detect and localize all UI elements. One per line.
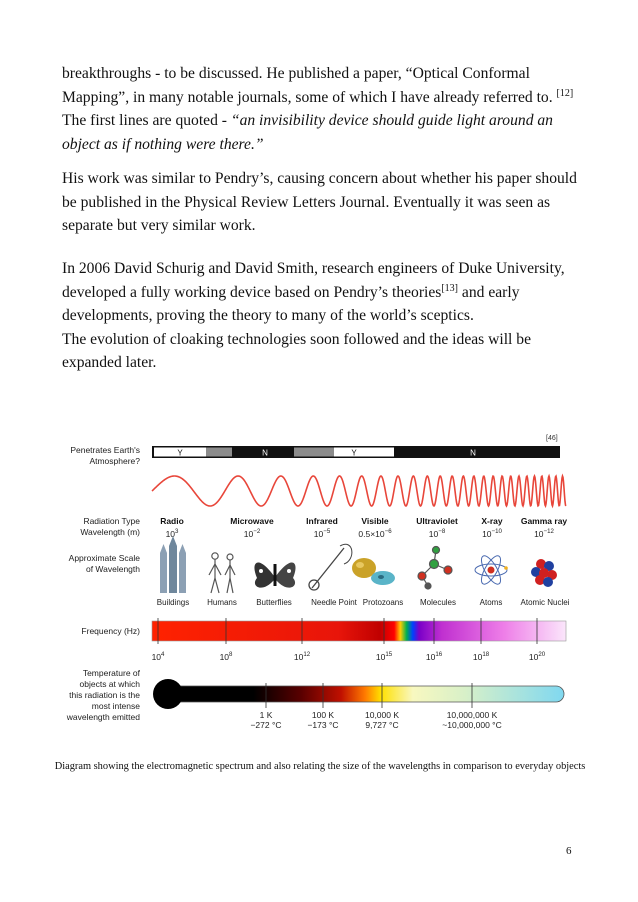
band-wavelength: $10^{-2}$ [243,528,261,539]
nucleus-icon [531,559,557,587]
atmosphere-microwave-no: N [262,448,268,458]
frequency-tick-label: $10^{16}$ [425,651,443,662]
scale-object-name: Atoms [479,598,503,607]
temperature-bar [153,679,564,709]
frequency-tick-label: $10^4$ [151,651,165,662]
penetrates-label-line2: Atmosphere? [89,456,140,466]
scale-object-labels [157,598,570,607]
paragraph-optical-mapping [62,62,592,156]
citation-ref: [13] [441,282,459,294]
paragraph-text: The first lines are quoted - [62,112,227,129]
paragraph-text: and early developments, proving the theory to many of the world’s sceptics. [62,283,520,324]
temperature-celsius: ~10,000,000 °C [442,720,502,730]
em-spectrum-diagram [44,428,594,758]
band-labels [160,516,567,539]
em-wave-curve [152,476,566,506]
temperature-celsius: 9,727 °C [365,720,399,730]
temperature-label-line1: Temperature of [82,668,140,678]
atmosphere-bar [152,446,560,458]
radiation-type-label: Radiation Type [83,516,140,526]
atom-icon [475,553,508,587]
approx-scale-label-line1: Approximate Scale [68,553,140,563]
temperature-label-line3: this radiation is the [69,690,140,700]
band-wavelength: $10^{-5}$ [313,528,331,539]
frequency-tick-label: $10^{15}$ [375,651,393,662]
scale-object-name: Buildings [156,598,190,607]
scale-object-name: Humans [207,598,237,607]
temperature-celsius: −173 °C [307,720,339,730]
figure-caption: Diagram showing the electromagnetic spectrum and also relating the size of the wavelengths in comparison to everyday objects [54,761,586,772]
paragraph-text: In 2006 David Schurig and David Smith, research engineers of Duke University, developed a fully working device based on Pendry’s theories [62,260,565,301]
buildings-icon [160,536,186,593]
band-name: Radio [160,516,184,526]
band-name: Gamma ray [520,516,568,526]
temperature-label-line5: wavelength emitted [66,712,140,722]
temperature-kelvin: 10,000,000 K [446,710,498,720]
atmosphere-radio-yes: Y [177,448,183,458]
band-wavelength: $0.5\times 10^{-6}$ [358,528,392,539]
paragraph-pendry-similarity: His work was similar to Pendry’s, causing concern about whether his paper should be published in the Physical Review Letters Journal. Eventually it was seen as separate but very similar work. [62,170,577,234]
atmosphere-segment-grey [206,448,232,457]
paragraph-text: The evolution of cloaking technologies soon followed and the ideas will be expanded later. [62,330,532,371]
frequency-tick-label: $10^{12}$ [293,651,311,662]
band-wavelength: $10^{-12}$ [534,528,554,539]
scale-object-name: Butterflies [256,598,292,607]
paragraph-text: breakthroughs - to be discussed. He published a paper, “Optical Conformal Mapping”, in many notable journals, some of which I have already referred to. [62,65,553,106]
band-name: Microwave [230,516,274,526]
temperature-label-line2: objects at which [79,679,140,689]
atmosphere-uv-no: N [470,448,476,458]
atmosphere-segment-grey [294,448,334,457]
band-wavelength: $10^3$ [165,528,179,539]
humans-icon [209,553,235,593]
page-number: 6 [566,845,572,857]
frequency-tick-label: $10^{20}$ [528,651,546,662]
protozoan-icon [352,558,395,585]
frequency-tick-label: $10^{18}$ [472,651,490,662]
temperature-kelvin: 1 K [259,710,273,720]
approx-scale-label-line2: of Wavelength [85,564,140,574]
figure-citation: [46] [546,435,558,442]
scale-object-name: Protozoans [362,598,404,607]
quote-text: “an invisibility device should guide light around an object as if nothing were there.” [62,112,553,153]
frequency-label: Frequency (Hz) [81,626,140,636]
band-name: Ultraviolet [416,516,458,526]
temperature-kelvin: 10,000 K [364,710,400,720]
butterfly-icon [254,563,295,588]
frequency-tick-label: $10^8$ [219,651,233,662]
band-name: Visible [361,516,389,526]
temperature-label-line4: most intense [91,701,140,711]
temperature-celsius: −272 °C [250,720,282,730]
scale-object-name: Atomic Nuclei [520,598,570,607]
needle-icon [309,544,352,590]
band-wavelength: $10^{-8}$ [428,528,446,539]
atmosphere-segment-yes [334,448,394,457]
wavelength-label: Wavelength (m) [80,527,140,537]
band-name: Infrared [306,516,338,526]
temperature-kelvin: 100 K [311,710,335,720]
penetrates-label-line1: Penetrates Earth's [70,445,140,455]
frequency-spectrum-bar [152,621,566,641]
molecule-icon [418,547,452,590]
band-wavelength: $10^{-10}$ [482,528,502,539]
scale-object-name: Molecules [419,598,457,607]
scale-object-name: Needle Point [311,598,357,607]
em-spectrum-figure [44,428,594,758]
atmosphere-visible-yes: Y [351,448,357,458]
citation-ref: [12] [556,87,574,99]
paragraph-duke-device [62,257,592,375]
band-name: X-ray [481,516,503,526]
